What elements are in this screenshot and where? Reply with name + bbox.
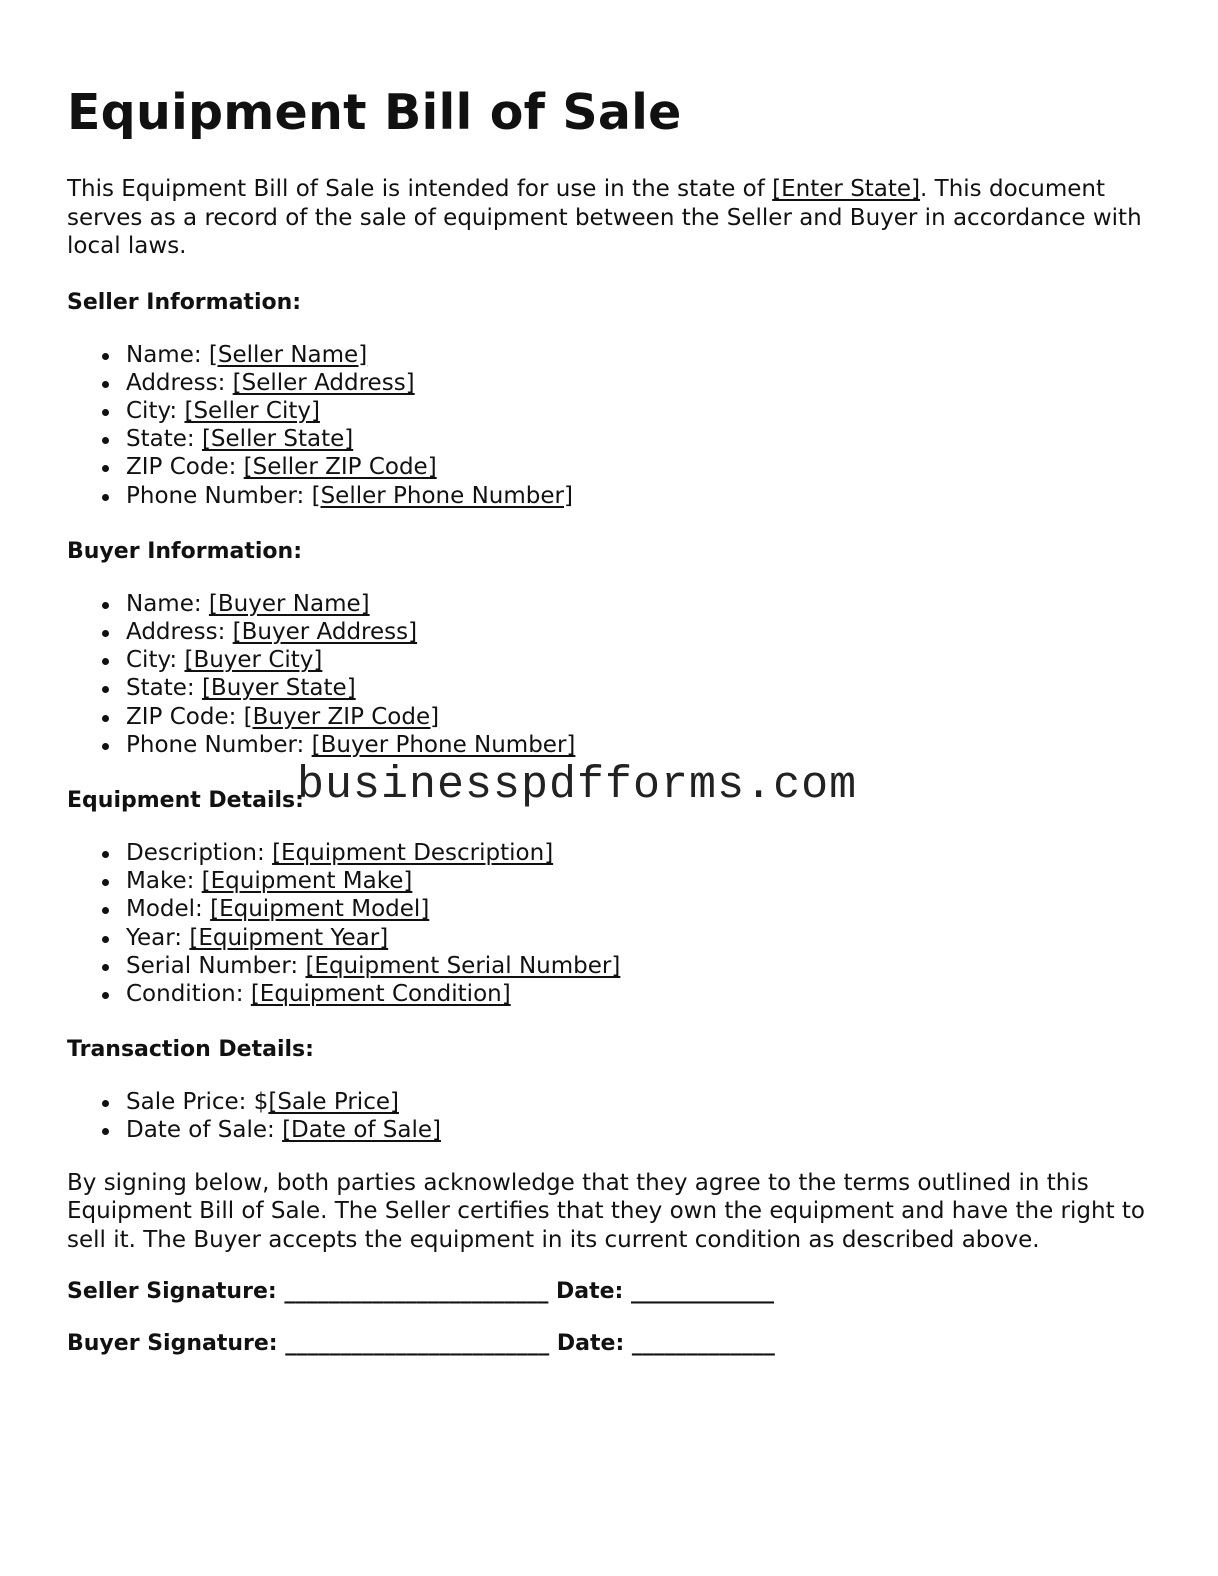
field-placeholder: [Seller ZIP Code]	[243, 454, 437, 481]
list-item	[126, 1116, 1157, 1144]
field-placeholder: [Seller Name]	[208, 341, 368, 368]
list-item	[126, 839, 1157, 867]
field-label: Address:	[126, 369, 233, 396]
field-placeholder: [Buyer ZIP Code]	[243, 703, 440, 730]
list-item	[126, 453, 1157, 481]
field-placeholder: [Seller State]	[201, 426, 354, 453]
list-item	[126, 397, 1157, 425]
watermark: businesspdfforms.com	[297, 760, 858, 811]
field-placeholder: [Equipment Year]	[189, 924, 389, 951]
list-item	[126, 369, 1157, 397]
seller-section-heading: Seller Information:	[67, 289, 302, 315]
field-placeholder: [Sale Price]	[268, 1089, 399, 1116]
signature-blank: ________________________	[285, 1331, 550, 1357]
field-placeholder: [Buyer Address]	[232, 618, 418, 645]
list-item	[126, 952, 1157, 980]
field-placeholder: [Equipment Serial Number]	[305, 952, 621, 979]
field-placeholder: [Equipment Condition]	[250, 980, 511, 1007]
field-placeholder: [Equipment Make]	[201, 868, 413, 895]
field-label: State:	[126, 675, 202, 702]
intro-paragraph	[67, 175, 1157, 261]
intro-text-end: . This document serves as a record of the sale of equipment between the Seller and Buyer in accordance with local laws.	[67, 176, 1142, 259]
buyer-signature-line	[67, 1330, 1157, 1358]
signature-label: Seller Signature:	[67, 1279, 285, 1305]
field-placeholder: [Seller Phone Number]	[311, 482, 573, 509]
field-label: Description:	[126, 839, 273, 866]
field-label: ZIP Code:	[126, 454, 244, 481]
field-placeholder: [Date of Sale]	[282, 1117, 442, 1144]
transaction-section-heading: Transaction Details:	[67, 1037, 314, 1063]
field-label: Model:	[126, 896, 211, 923]
field-label: Condition:	[126, 980, 251, 1007]
list-item	[126, 341, 1157, 369]
field-label: State:	[126, 426, 202, 453]
field-placeholder: [Buyer City]	[184, 647, 323, 674]
date-blank: _____________	[631, 1279, 774, 1305]
signature-label: Buyer Signature:	[67, 1331, 286, 1357]
date-label: Date:	[549, 1331, 632, 1357]
signature-blank: ________________________	[284, 1279, 549, 1305]
field-label: Make:	[126, 868, 202, 895]
list-item	[126, 425, 1157, 453]
list-item	[126, 731, 1157, 759]
field-label: Phone Number:	[126, 482, 312, 509]
seller-signature-line	[67, 1278, 1157, 1306]
list-item	[126, 482, 1157, 510]
field-label: City:	[126, 397, 185, 424]
field-placeholder: [Buyer State]	[201, 675, 356, 702]
equipment-section-heading: Equipment Details:	[67, 787, 304, 813]
closing-paragraph: By signing below, both parties acknowledge that they agree to the terms outlined in this Equipment Bill of Sale. The Seller certifies that they own the equipment and have the right to sell it. The Buyer accepts the equipment in its current condition as described above.	[67, 1169, 1146, 1253]
list-item	[126, 867, 1157, 895]
field-placeholder: [Equipment Description]	[272, 839, 554, 866]
equipment-details-list	[67, 839, 1157, 1008]
transaction-details-list	[67, 1088, 1157, 1144]
list-item	[126, 1088, 1157, 1116]
field-placeholder: [Equipment Model]	[210, 896, 430, 923]
list-item	[126, 590, 1157, 618]
list-item	[126, 703, 1157, 731]
list-item	[126, 674, 1157, 702]
buyer-info-list	[67, 590, 1157, 759]
list-item	[126, 618, 1157, 646]
field-label: Date of Sale:	[126, 1117, 283, 1144]
list-item	[126, 924, 1157, 952]
field-label: ZIP Code:	[126, 703, 244, 730]
state-placeholder: [Enter State]	[772, 176, 921, 202]
list-item	[126, 895, 1157, 923]
field-label: Serial Number:	[126, 952, 306, 979]
field-label: Sale Price: $	[126, 1089, 269, 1116]
field-label: Year:	[126, 924, 190, 951]
field-placeholder: [Buyer Phone Number]	[311, 731, 576, 758]
field-label: Name:	[126, 341, 209, 368]
field-placeholder: [Seller Address]	[232, 369, 415, 396]
field-label: Address:	[126, 618, 233, 645]
buyer-section-heading: Buyer Information:	[67, 538, 302, 564]
seller-info-list	[67, 341, 1157, 510]
list-item	[126, 646, 1157, 674]
field-placeholder: [Buyer Name]	[208, 590, 370, 617]
date-blank: _____________	[631, 1331, 775, 1357]
field-label: Phone Number:	[126, 731, 312, 758]
field-placeholder: [Seller City]	[184, 397, 320, 424]
intro-text-start: This Equipment Bill of Sale is intended for use in the state of	[67, 176, 773, 202]
list-item	[126, 980, 1157, 1008]
document-page	[67, 78, 1157, 1358]
page-title: Equipment Bill of Sale	[67, 84, 682, 141]
field-label: Name:	[126, 590, 209, 617]
date-label: Date:	[548, 1279, 631, 1305]
field-label: City:	[126, 647, 185, 674]
